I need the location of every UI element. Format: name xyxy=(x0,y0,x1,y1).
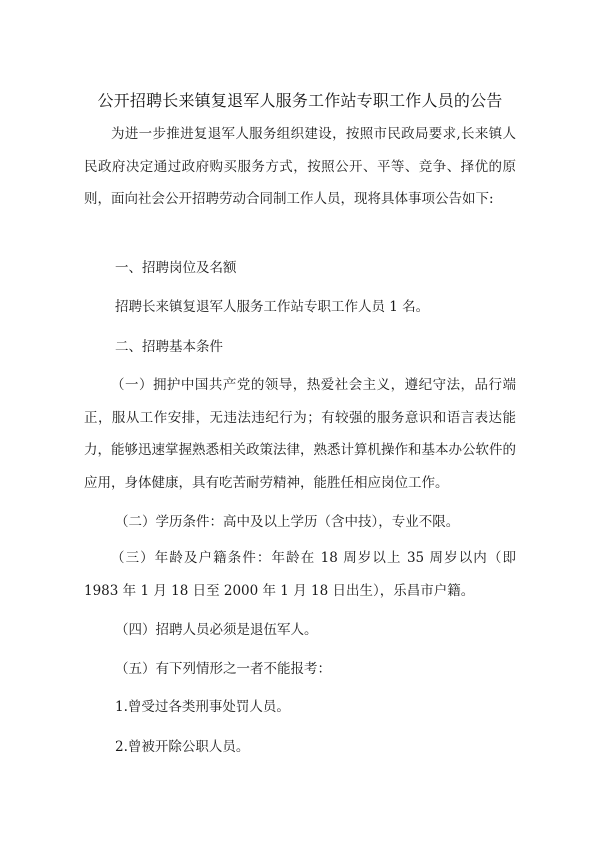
section-body-positions: 招聘长来镇复退军人服务工作站专职工作人员 1 名。 xyxy=(115,299,430,315)
condition-age-residence: （三）年龄及户籍条件：年龄在 18 周岁以上 35 周岁以内（即 1983 年 1 月 18 日至 2000 年 1 月 18 日出生），乐昌市户籍。 xyxy=(84,550,516,599)
intro-paragraph: 为进一步推进复退军人服务组织建设，按照市民政局要求,长来镇人民政府决定通过政府购买服务方式，按照公开、平等、竞争、择优的原则，面向社会公开招聘劳动合同制工作人员，现将具体事项公告如下: xyxy=(84,126,516,207)
section-heading-requirements: 二、招聘基本条件 xyxy=(115,339,223,355)
exclusion-dismissed: 2.曾被开除公职人员。 xyxy=(115,739,250,755)
condition-veteran: （四）招聘人员必须是退伍军人。 xyxy=(115,622,318,638)
section-heading-positions: 一、招聘岗位及名额 xyxy=(115,260,237,276)
condition-political: （一）拥护中国共产党的领导，热爱社会主义，遵纪守法，品行端正，服从工作安排，无违法违纪行为；有较强的服务意识和语言表达能力，能够迅速掌握熟悉相关政策法律，熟悉计算机操作和基本办公软件的应用，身体健康，具有吃苦耐劳精神，能胜任相应岗位工作。 xyxy=(84,377,516,491)
exclusion-criminal: 1.曾受过各类刑事处罚人员。 xyxy=(115,699,290,715)
condition-exclusions-heading: （五）有下列情形之一者不能报考： xyxy=(115,661,331,677)
document-title: 公开招聘长来镇复退军人服务工作站专职工作人员的公告 xyxy=(97,91,503,110)
condition-education: （二）学历条件：高中及以上学历（含中技），专业不限。 xyxy=(115,514,460,530)
